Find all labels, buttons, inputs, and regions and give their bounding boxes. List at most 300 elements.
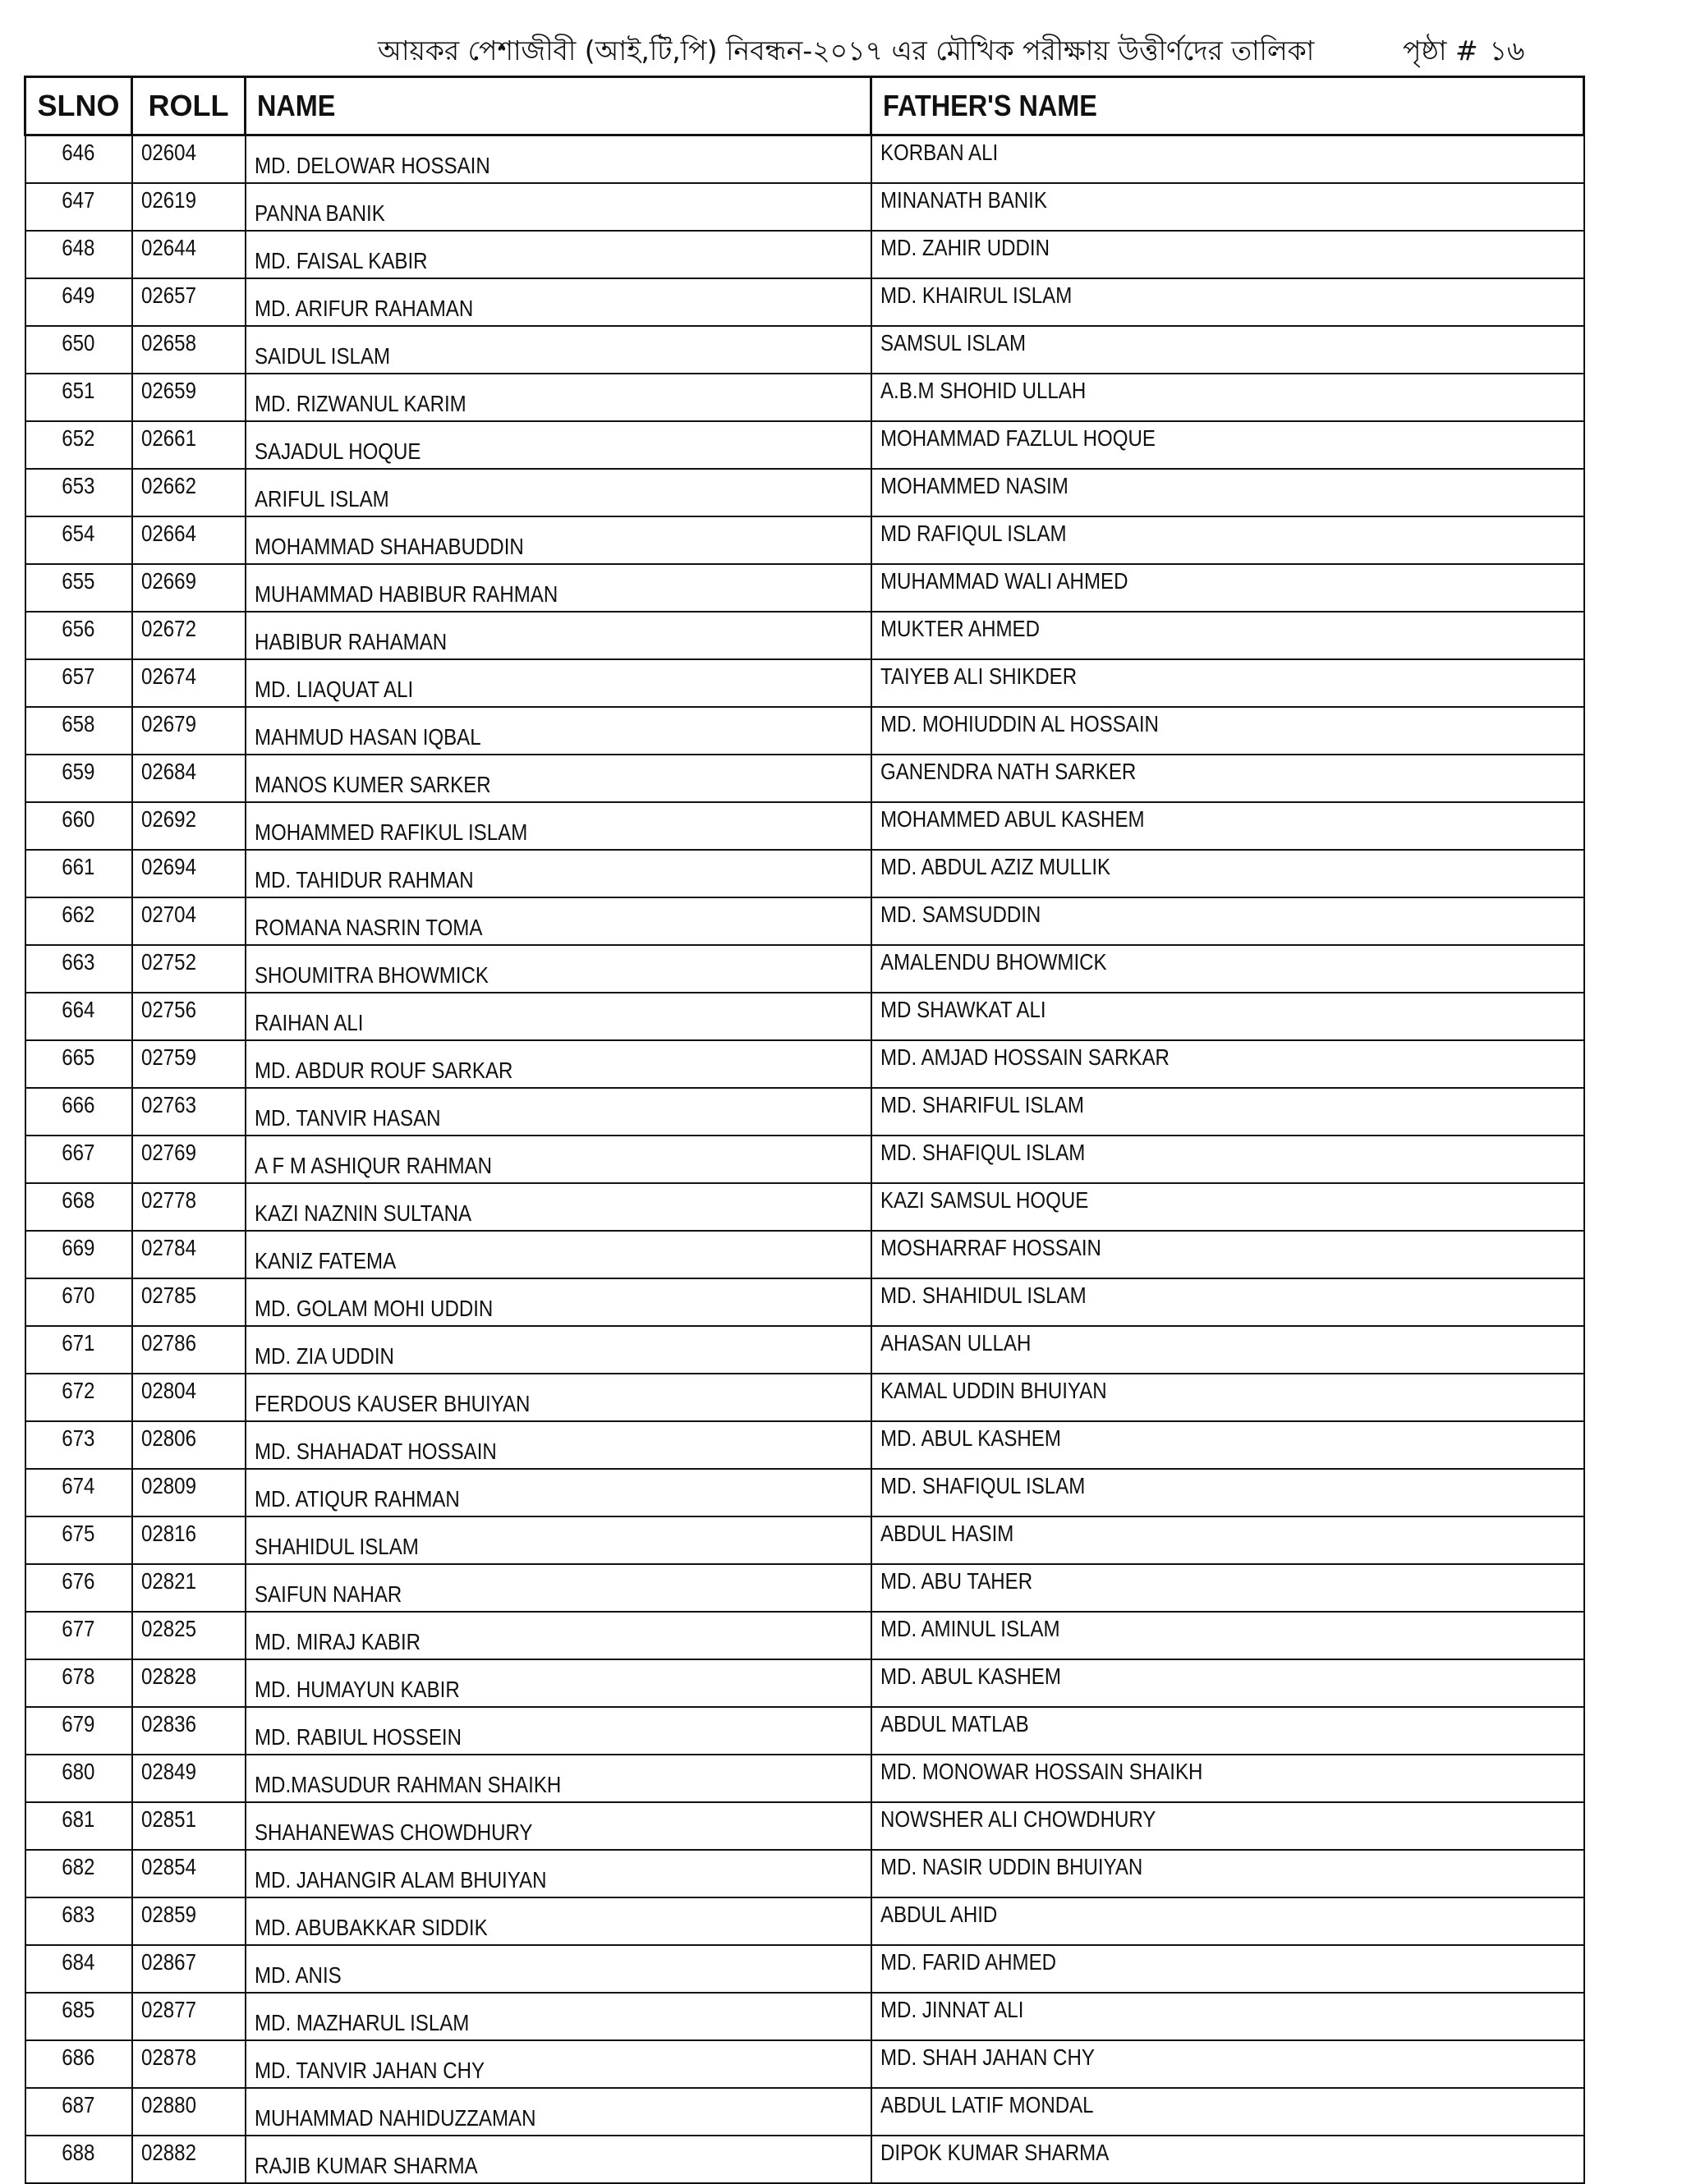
cell-roll-text: 02763: [140, 1092, 196, 1117]
cell-roll: [132, 1421, 246, 1469]
cell-slno-text: 673: [62, 1425, 95, 1451]
cell-roll-text: 02804: [140, 1378, 196, 1403]
cell-slno: [25, 945, 132, 993]
cell-slno-text: 674: [62, 1473, 95, 1498]
cell-fathers-name: [871, 469, 1584, 516]
cell-name-text: HABIBUR RAHAMAN: [254, 629, 447, 654]
column-header-name: NAME: [246, 77, 809, 135]
cell-fathers-name-text: MD. SAMSUDDIN: [880, 902, 1041, 927]
cell-slno: [25, 612, 132, 659]
cell-name: [246, 993, 871, 1040]
cell-roll: [132, 1516, 246, 1564]
cell-name: [246, 1040, 871, 1088]
cell-fathers-name: [871, 1374, 1584, 1421]
table-row: [25, 945, 1584, 993]
cell-name-text: MUHAMMAD HABIBUR RAHMAN: [254, 581, 558, 607]
cell-fathers-name-text: TAIYEB ALI SHIKDER: [880, 663, 1077, 689]
cell-name: [246, 1659, 871, 1707]
table-row: [25, 1040, 1584, 1088]
cell-slno: [25, 1183, 132, 1231]
cell-fathers-name: [871, 1231, 1584, 1278]
cell-slno-text: 664: [62, 997, 95, 1022]
cell-name: [246, 1612, 871, 1659]
cell-name-text: MD. TANVIR HASAN: [254, 1105, 441, 1131]
cell-slno: [25, 469, 132, 516]
cell-roll: [132, 1564, 246, 1612]
cell-slno: [25, 564, 132, 612]
cell-slno-text: 680: [62, 1759, 95, 1784]
cell-roll-text: 02816: [140, 1521, 196, 1546]
page-title: আয়কর পেশাজীবী (আই,টি,পি) নিবন্ধন-২০১৭ এর মৌখিক পরীক্ষায় উত্তীর্ণদের তালিকা: [378, 34, 1315, 67]
cell-name-text: MOHAMMED RAFIKUL ISLAM: [254, 819, 527, 845]
table-row: [25, 1564, 1584, 1612]
table-row: [25, 1755, 1584, 1802]
cell-slno: [25, 1993, 132, 2040]
cell-fathers-name-text: MD. NASIR UDDIN BHUIYAN: [880, 1854, 1142, 1879]
cell-roll: [132, 1755, 246, 1802]
table-row: [25, 1136, 1584, 1183]
cell-fathers-name: [871, 183, 1584, 231]
cell-name: [246, 850, 871, 897]
cell-fathers-name: [871, 1469, 1584, 1516]
cell-slno: [25, 850, 132, 897]
cell-fathers-name-text: KAMAL UDDIN BHUIYAN: [880, 1378, 1107, 1403]
cell-fathers-name: [871, 1850, 1584, 1897]
cell-fathers-name: [871, 1993, 1584, 2040]
cell-roll: [132, 1802, 246, 1850]
cell-name-text: MD. GOLAM MOHI UDDIN: [254, 1296, 493, 1321]
cell-fathers-name: [871, 1612, 1584, 1659]
cell-fathers-name-text: AMALENDU BHOWMICK: [880, 949, 1107, 975]
cell-name: [246, 135, 871, 184]
cell-name-text: ROMANA NASRIN TOMA: [254, 915, 482, 940]
cell-roll: [132, 707, 246, 755]
cell-roll-text: 02849: [140, 1759, 196, 1784]
cell-roll-text: 02821: [140, 1568, 196, 1594]
cell-slno-text: 682: [62, 1854, 95, 1879]
cell-slno-text: 658: [62, 711, 95, 736]
cell-roll: [132, 993, 246, 1040]
cell-slno: [25, 1374, 132, 1421]
cell-fathers-name: [871, 1278, 1584, 1326]
cell-roll-text: 02785: [140, 1282, 196, 1308]
cell-name: [246, 231, 871, 278]
table-row: [25, 1945, 1584, 1993]
cell-fathers-name: [871, 326, 1584, 374]
cell-name: [246, 1850, 871, 1897]
cell-name: [246, 612, 871, 659]
cell-name-text: MUHAMMAD NAHIDUZZAMAN: [254, 2105, 535, 2131]
cell-roll: [132, 1707, 246, 1755]
table-row: [25, 183, 1584, 231]
cell-fathers-name-text: ABDUL LATIF MONDAL: [880, 2092, 1094, 2117]
cell-slno-text: 663: [62, 949, 95, 975]
cell-fathers-name-text: MD. ABUL KASHEM: [880, 1663, 1061, 1689]
cell-roll: [132, 469, 246, 516]
table-row: [25, 755, 1584, 802]
cell-slno: [25, 421, 132, 469]
cell-roll: [132, 231, 246, 278]
cell-name: [246, 421, 871, 469]
cell-roll-text: 02854: [140, 1854, 196, 1879]
cell-name-text: SHAHANEWAS CHOWDHURY: [254, 1819, 532, 1845]
cell-slno-text: 660: [62, 806, 95, 832]
cell-slno-text: 661: [62, 854, 95, 879]
table-row: [25, 1421, 1584, 1469]
cell-name: [246, 897, 871, 945]
cell-roll: [132, 1040, 246, 1088]
table-row: [25, 1707, 1584, 1755]
cell-fathers-name-text: MD. SHAH JAHAN CHY: [880, 2044, 1095, 2070]
cell-roll-text: 02769: [140, 1140, 196, 1165]
cell-name-text: MANOS KUMER SARKER: [254, 772, 491, 797]
cell-fathers-name-text: MD. KHAIRUL ISLAM: [880, 282, 1072, 308]
table-row: [25, 850, 1584, 897]
table-row: [25, 135, 1584, 184]
table-row: [25, 659, 1584, 707]
table-row: [25, 278, 1584, 326]
cell-slno: [25, 135, 132, 184]
cell-slno: [25, 1516, 132, 1564]
cell-fathers-name: [871, 564, 1584, 612]
cell-fathers-name: [871, 802, 1584, 850]
cell-fathers-name-text: A.B.M SHOHID ULLAH: [880, 378, 1086, 403]
cell-fathers-name-text: MD. JINNAT ALI: [880, 1997, 1023, 2022]
table-row: [25, 1088, 1584, 1136]
cell-fathers-name: [871, 755, 1584, 802]
cell-name-text: MD. ABDUR ROUF SARKAR: [254, 1058, 512, 1083]
cell-slno-text: 688: [62, 2140, 95, 2165]
cell-slno-text: 684: [62, 1949, 95, 1975]
cell-fathers-name: [871, 1755, 1584, 1802]
cell-name-text: MD. JAHANGIR ALAM BHUIYAN: [254, 1867, 546, 1893]
cell-name: [246, 659, 871, 707]
cell-slno-text: 686: [62, 2044, 95, 2070]
cell-roll: [132, 2040, 246, 2088]
cell-name-text: MD. MIRAJ KABIR: [254, 1629, 420, 1654]
cell-fathers-name: [871, 1802, 1584, 1850]
cell-fathers-name: [871, 897, 1584, 945]
cell-fathers-name: [871, 1659, 1584, 1707]
cell-slno-text: 659: [62, 759, 95, 784]
cell-slno: [25, 1040, 132, 1088]
cell-fathers-name: [871, 231, 1584, 278]
cell-name: [246, 1231, 871, 1278]
cell-name-text: MD. TAHIDUR RAHMAN: [254, 867, 474, 892]
result-table: [24, 76, 1585, 2184]
cell-name: [246, 1564, 871, 1612]
cell-fathers-name-text: MD SHAWKAT ALI: [880, 997, 1046, 1022]
cell-roll-text: 02778: [140, 1187, 196, 1213]
cell-roll: [132, 564, 246, 612]
column-header-roll: ROLL: [132, 77, 246, 135]
cell-fathers-name-text: MD. AMJAD HOSSAIN SARKAR: [880, 1044, 1170, 1070]
cell-roll-text: 02882: [140, 2140, 196, 2165]
cell-roll: [132, 1231, 246, 1278]
cell-roll: [132, 755, 246, 802]
cell-name-text: PANNA BANIK: [254, 200, 385, 226]
cell-fathers-name: [871, 850, 1584, 897]
cell-fathers-name-text: DIPOK KUMAR SHARMA: [880, 2140, 1109, 2165]
cell-fathers-name: [871, 1897, 1584, 1945]
cell-fathers-name-text: GANENDRA NATH SARKER: [880, 759, 1136, 784]
cell-fathers-name: [871, 1183, 1584, 1231]
cell-slno: [25, 707, 132, 755]
cell-fathers-name: [871, 612, 1584, 659]
cell-roll: [132, 278, 246, 326]
table-row: [25, 2088, 1584, 2136]
cell-name-text: FERDOUS KAUSER BHUIYAN: [254, 1391, 530, 1416]
cell-roll: [132, 802, 246, 850]
table-row: [25, 1897, 1584, 1945]
cell-slno-text: 650: [62, 330, 95, 356]
cell-fathers-name: [871, 2040, 1584, 2088]
cell-slno-text: 651: [62, 378, 95, 403]
cell-fathers-name: [871, 516, 1584, 564]
cell-roll: [132, 1993, 246, 2040]
column-header-slno: SLNO: [25, 77, 132, 135]
cell-roll-text: 02809: [140, 1473, 196, 1498]
cell-name: [246, 2088, 871, 2136]
cell-slno-text: 678: [62, 1663, 95, 1689]
cell-slno: [25, 1945, 132, 1993]
cell-fathers-name-text: MD. MOHIUDDIN AL HOSSAIN: [880, 711, 1159, 736]
cell-fathers-name-text: ABDUL MATLAB: [880, 1711, 1029, 1737]
cell-roll: [132, 326, 246, 374]
cell-name: [246, 945, 871, 993]
cell-slno: [25, 1755, 132, 1802]
cell-name: [246, 564, 871, 612]
cell-name-text: MD. RABIUL HOSSEIN: [254, 1724, 462, 1750]
cell-roll-text: 02880: [140, 2092, 196, 2117]
cell-fathers-name: [871, 1707, 1584, 1755]
cell-fathers-name-text: MUHAMMAD WALI AHMED: [880, 568, 1128, 594]
cell-fathers-name: [871, 707, 1584, 755]
cell-name-text: MD. ARIFUR RAHAMAN: [254, 296, 473, 321]
cell-slno: [25, 516, 132, 564]
cell-fathers-name-text: MOHAMMED ABUL KASHEM: [880, 806, 1145, 832]
cell-slno-text: 655: [62, 568, 95, 594]
cell-name-text: MD. MAZHARUL ISLAM: [254, 2010, 469, 2035]
table-row: [25, 612, 1584, 659]
cell-name: [246, 1183, 871, 1231]
cell-slno: [25, 1326, 132, 1374]
table-row: [25, 421, 1584, 469]
cell-roll: [132, 1897, 246, 1945]
cell-name-text: MD.MASUDUR RAHMAN SHAIKH: [254, 1772, 561, 1797]
cell-roll: [132, 2088, 246, 2136]
cell-slno-text: 665: [62, 1044, 95, 1070]
cell-fathers-name-text: MD. AMINUL ISLAM: [880, 1616, 1060, 1641]
cell-name: [246, 374, 871, 421]
table-row: [25, 516, 1584, 564]
table-header: [25, 77, 1584, 135]
cell-fathers-name: [871, 1421, 1584, 1469]
cell-fathers-name: [871, 1326, 1584, 1374]
cell-roll: [132, 183, 246, 231]
cell-name: [246, 1278, 871, 1326]
table-row: [25, 564, 1584, 612]
cell-fathers-name-text: MD. SHAHIDUL ISLAM: [880, 1282, 1087, 1308]
cell-name: [246, 1136, 871, 1183]
cell-slno: [25, 2136, 132, 2183]
table-row: [25, 707, 1584, 755]
cell-fathers-name: [871, 2136, 1584, 2183]
cell-slno: [25, 897, 132, 945]
table-row: [25, 1326, 1584, 1374]
cell-name-text: MD. ABUBAKKAR SIDDIK: [254, 1915, 488, 1940]
cell-name-text: MD. SHAHADAT HOSSAIN: [254, 1438, 497, 1464]
cell-fathers-name: [871, 2088, 1584, 2136]
cell-roll: [132, 1088, 246, 1136]
cell-name-text: MD. TANVIR JAHAN CHY: [254, 2058, 485, 2083]
cell-roll: [132, 897, 246, 945]
cell-roll: [132, 1659, 246, 1707]
cell-name-text: MD. RIZWANUL KARIM: [254, 391, 466, 416]
cell-slno-text: 669: [62, 1235, 95, 1260]
cell-name: [246, 1707, 871, 1755]
cell-fathers-name-text: MUKTER AHMED: [880, 616, 1040, 641]
cell-name: [246, 1374, 871, 1421]
cell-roll-text: 02859: [140, 1902, 196, 1927]
cell-roll: [132, 612, 246, 659]
table-row: [25, 2040, 1584, 2088]
cell-roll-text: 02674: [140, 663, 196, 689]
cell-roll-text: 02828: [140, 1663, 196, 1689]
cell-fathers-name: [871, 1516, 1584, 1564]
cell-slno-text: 681: [62, 1806, 95, 1832]
cell-fathers-name-text: MD. MONOWAR HOSSAIN SHAIKH: [880, 1759, 1202, 1784]
cell-roll: [132, 945, 246, 993]
table-row: [25, 374, 1584, 421]
cell-slno-text: 653: [62, 473, 95, 498]
cell-roll: [132, 1136, 246, 1183]
cell-slno: [25, 755, 132, 802]
cell-roll-text: 02672: [140, 616, 196, 641]
cell-slno: [25, 1278, 132, 1326]
cell-roll-text: 02657: [140, 282, 196, 308]
cell-slno: [25, 1421, 132, 1469]
cell-slno: [25, 993, 132, 1040]
cell-name: [246, 516, 871, 564]
cell-roll-text: 02644: [140, 235, 196, 260]
cell-fathers-name-text: MD RAFIQUL ISLAM: [880, 521, 1067, 546]
cell-name: [246, 1421, 871, 1469]
table-row: [25, 1278, 1584, 1326]
cell-fathers-name-text: AHASAN ULLAH: [880, 1330, 1031, 1356]
cell-slno-text: 654: [62, 521, 95, 546]
cell-roll: [132, 1326, 246, 1374]
page-number-value: ১৬: [1489, 34, 1525, 67]
cell-fathers-name-text: MD. FARID AHMED: [880, 1949, 1056, 1975]
cell-slno: [25, 1469, 132, 1516]
cell-roll: [132, 1183, 246, 1231]
cell-slno: [25, 1231, 132, 1278]
cell-slno-text: 685: [62, 1997, 95, 2022]
cell-fathers-name: [871, 1945, 1584, 1993]
cell-name: [246, 2136, 871, 2183]
cell-name-text: MD. DELOWAR HOSSAIN: [254, 153, 490, 178]
table-row: [25, 1659, 1584, 1707]
cell-slno-text: 670: [62, 1282, 95, 1308]
cell-fathers-name-text: MINANATH BANIK: [880, 187, 1047, 213]
cell-name-text: KANIZ FATEMA: [254, 1248, 396, 1273]
cell-fathers-name-text: NOWSHER ALI CHOWDHURY: [880, 1806, 1156, 1832]
cell-slno-text: 667: [62, 1140, 95, 1165]
cell-name-text: KAZI NAZNIN SULTANA: [254, 1200, 471, 1226]
table-row: [25, 1516, 1584, 1564]
cell-name-text: MD. ATIQUR RAHMAN: [254, 1486, 460, 1512]
cell-roll-text: 02619: [140, 187, 196, 213]
cell-name-text: MD. LIAQUAT ALI: [254, 677, 413, 702]
table-row: [25, 1802, 1584, 1850]
column-header-fathers-name: FATHER'S NAME: [871, 77, 1513, 135]
cell-roll-text: 02877: [140, 1997, 196, 2022]
table-row: [25, 1993, 1584, 2040]
cell-name: [246, 1326, 871, 1374]
table-header-row: [25, 77, 1584, 135]
cell-roll-text: 02825: [140, 1616, 196, 1641]
cell-slno: [25, 802, 132, 850]
page-header: [0, 28, 1682, 74]
cell-roll-text: 02679: [140, 711, 196, 736]
cell-roll-text: 02604: [140, 140, 196, 165]
cell-name: [246, 707, 871, 755]
cell-slno-text: 671: [62, 1330, 95, 1356]
cell-roll-text: 02658: [140, 330, 196, 356]
cell-fathers-name-text: MD. ABDUL AZIZ MULLIK: [880, 854, 1110, 879]
cell-slno-text: 677: [62, 1616, 95, 1641]
cell-fathers-name-text: MD. ZAHIR UDDIN: [880, 235, 1050, 260]
cell-slno: [25, 278, 132, 326]
cell-name-text: SAIDUL ISLAM: [254, 343, 390, 369]
cell-fathers-name-text: MD. SHARIFUL ISLAM: [880, 1092, 1084, 1117]
cell-fathers-name: [871, 374, 1584, 421]
cell-name: [246, 755, 871, 802]
cell-fathers-name-text: MOSHARRAF HOSSAIN: [880, 1235, 1101, 1260]
cell-roll: [132, 1612, 246, 1659]
cell-slno: [25, 1564, 132, 1612]
table-row: [25, 2136, 1584, 2183]
cell-fathers-name: [871, 135, 1584, 184]
cell-name: [246, 1755, 871, 1802]
cell-roll: [132, 659, 246, 707]
cell-name-text: RAJIB KUMAR SHARMA: [254, 2153, 478, 2178]
cell-slno-text: 646: [62, 140, 95, 165]
table-row: [25, 1612, 1584, 1659]
cell-slno: [25, 1850, 132, 1897]
cell-roll-text: 02851: [140, 1806, 196, 1832]
cell-fathers-name-text: MOHAMMED NASIM: [880, 473, 1068, 498]
cell-slno: [25, 659, 132, 707]
cell-name-text: MD. ANIS: [254, 1962, 342, 1988]
table-row: [25, 469, 1584, 516]
cell-fathers-name: [871, 659, 1584, 707]
cell-slno-text: 687: [62, 2092, 95, 2117]
cell-name-text: SAJADUL HOQUE: [254, 438, 421, 464]
cell-name: [246, 1802, 871, 1850]
cell-slno-text: 656: [62, 616, 95, 641]
cell-name: [246, 183, 871, 231]
cell-slno-text: 652: [62, 425, 95, 451]
cell-slno: [25, 1088, 132, 1136]
table-row: [25, 1183, 1584, 1231]
cell-slno-text: 679: [62, 1711, 95, 1737]
page-number: [1403, 28, 1537, 74]
cell-name: [246, 1993, 871, 2040]
cell-fathers-name-text: ABDUL HASIM: [880, 1521, 1013, 1546]
cell-slno: [25, 374, 132, 421]
